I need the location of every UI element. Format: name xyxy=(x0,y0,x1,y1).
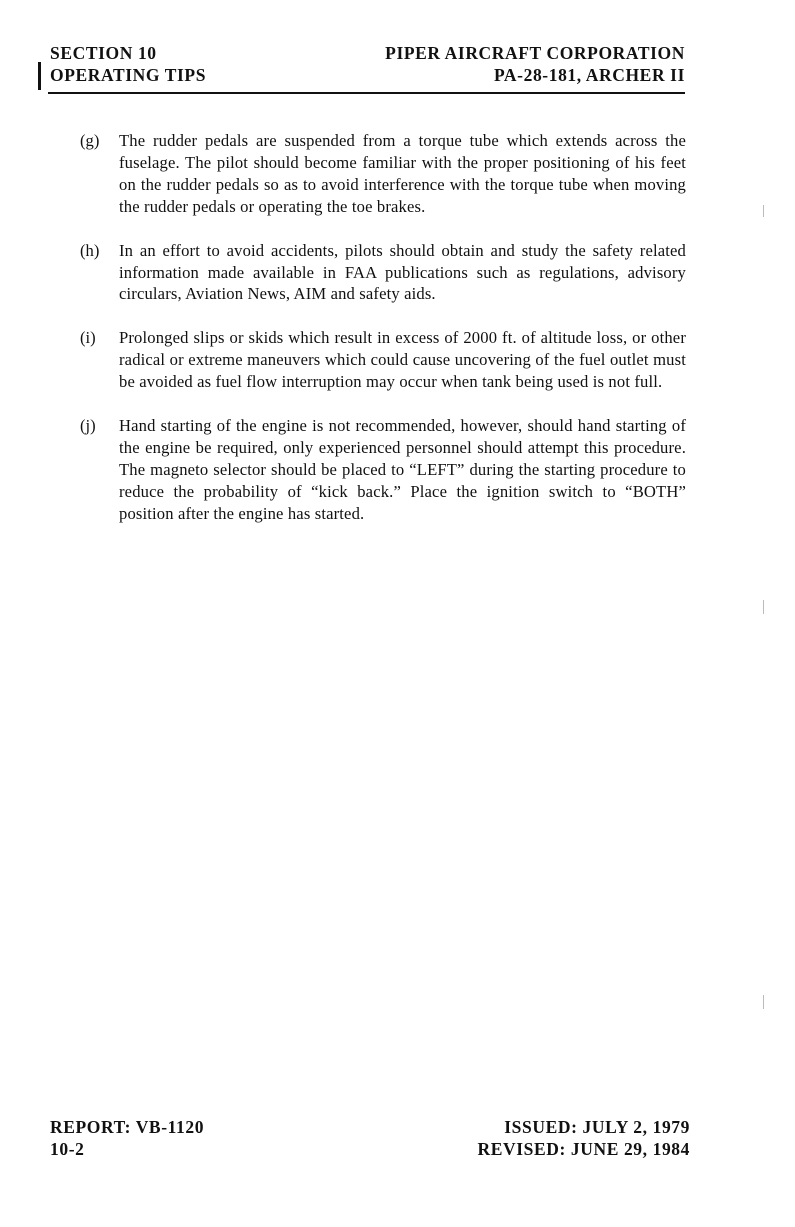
issued-date: ISSUED: JULY 2, 1979 xyxy=(504,1117,690,1137)
list-item-g xyxy=(80,130,686,218)
section-number: SECTION 10 xyxy=(50,43,157,63)
aircraft-model: PA-28-181, ARCHER II xyxy=(493,65,685,85)
header-rule xyxy=(48,92,685,94)
scan-speck xyxy=(763,205,764,217)
scan-speck xyxy=(763,600,764,614)
item-text: Prolonged slips or skids which result in excess of 2000 ft. of altitude loss, or other radical or extreme maneuvers which could cause uncovering of the fuel outlet must be avoided as fuel flow interruption may occur when tank being used is not full. xyxy=(119,328,686,392)
company-name: PIPER AIRCRAFT CORPORATION xyxy=(385,43,685,63)
item-label: (g) xyxy=(80,131,100,150)
item-text: In an effort to avoid accidents, pilots should obtain and study the safety related information made available in FAA publications such as regulations, advisory circulars, Aviation News, AIM and safety aids. xyxy=(119,240,686,304)
item-label: (j) xyxy=(80,416,96,436)
item-label: (i) xyxy=(80,328,96,348)
item-text: Hand starting of the engine is not recommended, however, should hand starting of the engine be required, only experienced personnel should attempt this procedure. The magneto selector should be placed to “LEFT” during the starting procedure to reduce the probability of “kick back.” Place the ignition switch to “BOTH” position after the engine has started. xyxy=(119,416,686,523)
section-title: OPERATING TIPS xyxy=(50,65,207,85)
item-label: (h) xyxy=(80,240,100,260)
revision-bar xyxy=(38,62,41,90)
scan-speck xyxy=(763,995,764,1009)
list-item-j xyxy=(80,415,686,525)
header-right xyxy=(385,42,685,86)
page-content xyxy=(80,130,686,547)
page-number: 10-2 xyxy=(50,1139,85,1159)
revised-date: REVISED: JUNE 29, 1984 xyxy=(477,1139,690,1159)
footer-right xyxy=(477,1116,690,1160)
header-left xyxy=(50,42,206,86)
report-number: REPORT: VB-1120 xyxy=(50,1117,205,1137)
item-text: The rudder pedals are suspended from a torque tube which extends across the fuselage. The pilot should become familiar with the proper positioning of his feet on the rudder pedals so as to avoid interference with the torque tube when moving the rudder pedals or operating the toe brakes. xyxy=(119,131,686,216)
list-item-h xyxy=(80,240,686,306)
footer-left xyxy=(50,1116,204,1160)
list-item-i xyxy=(80,327,686,393)
